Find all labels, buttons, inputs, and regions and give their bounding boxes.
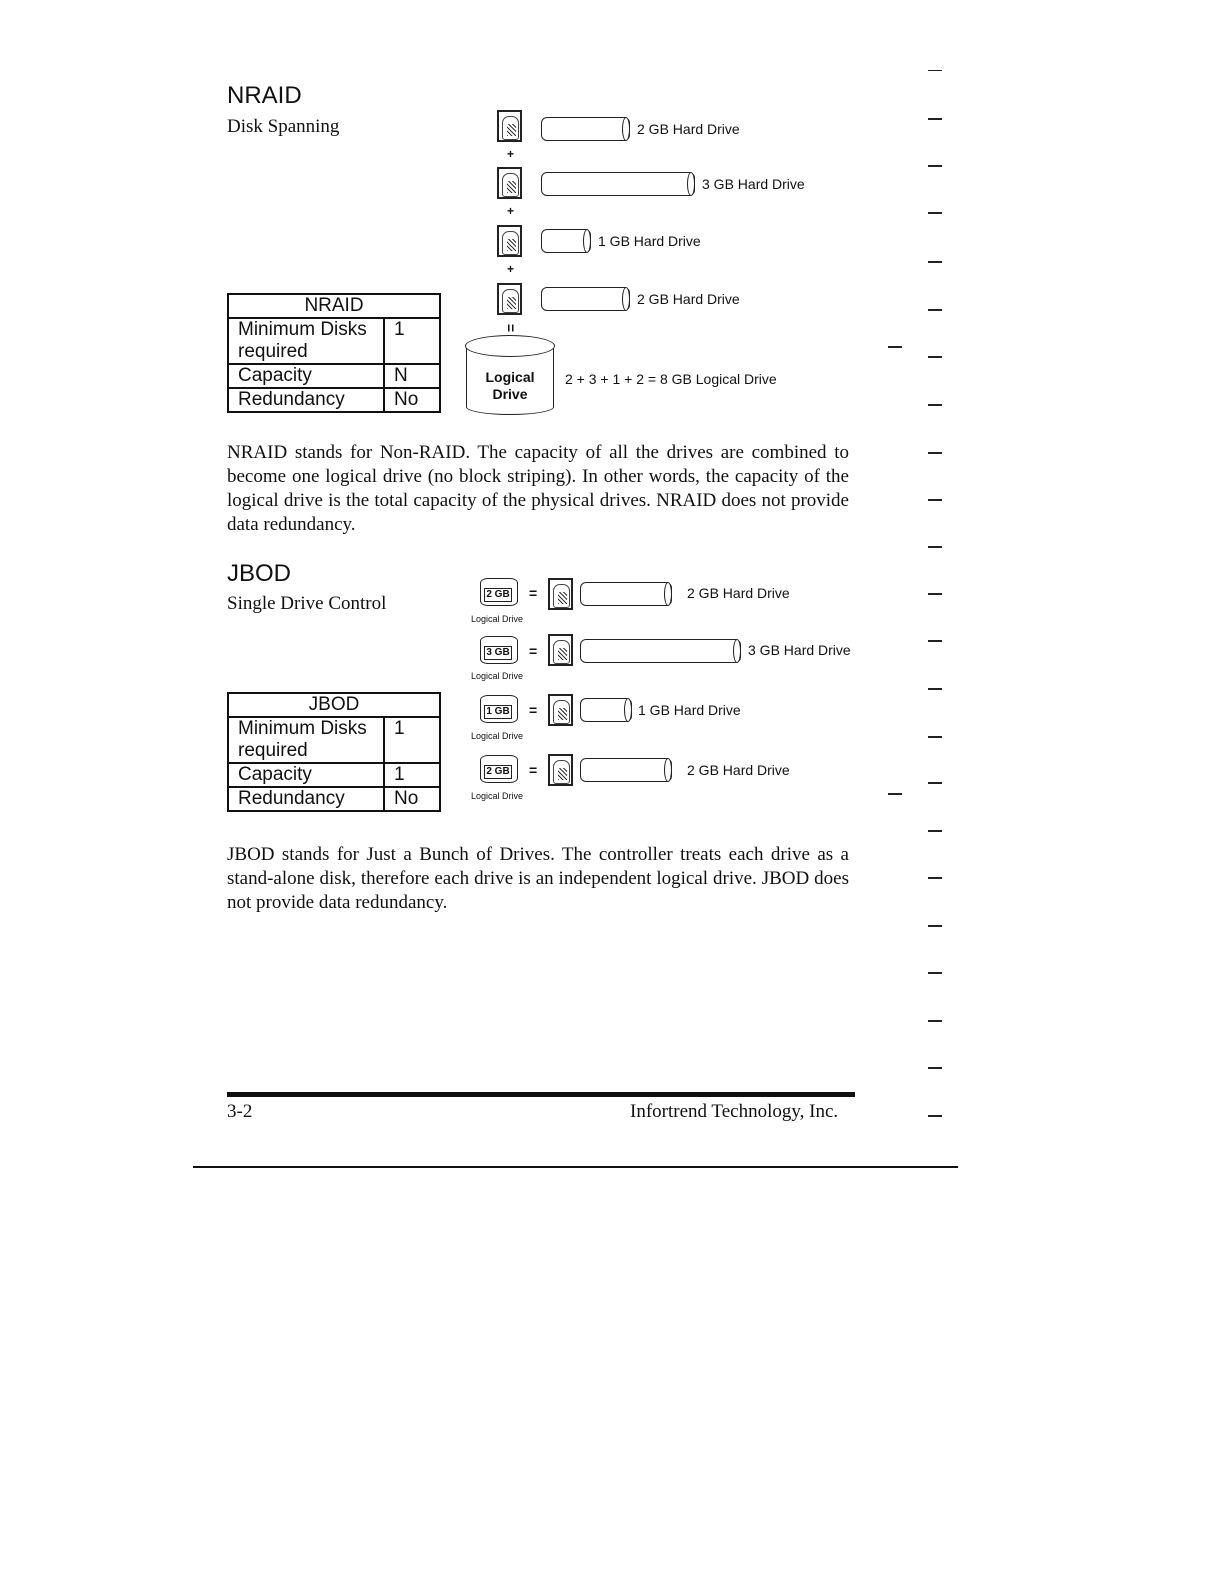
capacity-formula: 2 + 3 + 1 + 2 = 8 GB Logical Drive <box>565 371 777 387</box>
drive-bar-3gb <box>541 172 695 196</box>
jbod-paragraph: JBOD stands for Just a Bunch of Drives. The controller treats each drive as a stand-alone disk, therefore each drive is an independent logical drive. JBOD does not provide data redundancy. <box>227 844 849 913</box>
margin-mark <box>928 261 942 263</box>
drive-bar-1gb <box>580 698 632 722</box>
logical-drive-label: Logical Drive <box>485 369 535 402</box>
margin-mark <box>928 1115 942 1117</box>
logical-drive-size: 1 GB <box>484 705 512 719</box>
margin-mark <box>928 212 942 214</box>
row-name: Capacity <box>228 763 384 787</box>
nraid-paragraph: NRAID stands for Non-RAID. The capacity of all the drives are combined to become one logical drive (no block striping). In other words, the capacity of the logical drive is the total capacity of the physical drives. NRAID does not provide data redundancy. <box>227 442 849 535</box>
margin-mark <box>928 70 942 71</box>
row-value: No <box>384 787 440 811</box>
drive-label: 1 GB Hard Drive <box>638 702 741 718</box>
margin-mark <box>928 593 942 595</box>
row-value: 1 <box>384 717 440 763</box>
logical-drive-size: 2 GB <box>484 765 512 779</box>
plus-sign: + <box>507 262 515 276</box>
margin-mark <box>928 782 942 784</box>
margin-mark <box>928 972 942 974</box>
table-header: NRAID <box>228 294 440 318</box>
equals-sign: = <box>529 585 538 601</box>
margin-mark <box>928 404 942 406</box>
row-value: 1 <box>384 763 440 787</box>
margin-mark <box>928 118 942 120</box>
jbod-spec-table <box>227 692 441 812</box>
logical-drive-icon <box>480 636 518 664</box>
margin-mark <box>928 356 942 358</box>
hard-disk-icon <box>497 283 522 315</box>
table-row <box>228 364 440 388</box>
margin-mark <box>928 452 942 454</box>
row-value: No <box>384 388 440 412</box>
table-row <box>228 318 440 364</box>
footer-company: Infortrend Technology, Inc. <box>630 1101 839 1122</box>
drive-label: 3 GB Hard Drive <box>748 642 851 658</box>
margin-mark <box>928 165 942 167</box>
table-row <box>228 388 440 412</box>
page-number: 3-2 <box>227 1101 253 1122</box>
row-name: Minimum Disks required <box>228 717 384 763</box>
margin-mark <box>928 688 942 690</box>
margin-mark <box>928 1020 942 1022</box>
margin-mark <box>928 736 942 738</box>
plus-sign: + <box>507 147 515 161</box>
margin-mark <box>928 546 942 548</box>
logical-drive-icon <box>480 695 518 723</box>
nraid-heading: NRAID <box>227 82 302 109</box>
row-name: Redundancy <box>228 787 384 811</box>
logical-drive-caption: Logical Drive <box>471 614 524 624</box>
hard-disk-icon <box>548 694 573 726</box>
margin-mark <box>928 1067 942 1069</box>
hard-disk-icon <box>548 634 573 666</box>
drive-label: 2 GB Hard Drive <box>637 291 740 307</box>
margin-mark <box>928 830 942 832</box>
row-name: Redundancy <box>228 388 384 412</box>
logical-drive-icon <box>480 755 518 783</box>
drive-bar-2gb <box>541 117 630 141</box>
table-row <box>228 763 440 787</box>
drive-label: 2 GB Hard Drive <box>637 121 740 137</box>
equals-sign: = <box>529 643 538 659</box>
hard-disk-icon <box>497 110 522 142</box>
drive-bar-2gb <box>541 287 630 311</box>
margin-mark <box>888 793 902 795</box>
row-name: Minimum Disks required <box>228 318 384 364</box>
plus-sign: + <box>507 204 515 218</box>
jbod-heading: JBOD <box>227 560 292 587</box>
nraid-subtitle: Disk Spanning <box>227 116 340 137</box>
margin-mark <box>928 877 942 879</box>
table-row <box>228 717 440 763</box>
logical-drive-size: 2 GB <box>484 588 512 602</box>
margin-mark <box>928 640 942 642</box>
hard-disk-icon <box>548 754 573 786</box>
row-value: 1 <box>384 318 440 364</box>
row-value: N <box>384 364 440 388</box>
row-name: Capacity <box>228 364 384 388</box>
logical-drive-caption: Logical Drive <box>471 671 524 681</box>
table-row <box>228 787 440 811</box>
drive-label: 1 GB Hard Drive <box>598 233 701 249</box>
logical-drive-caption: Logical Drive <box>471 731 524 741</box>
drive-bar-1gb <box>541 229 591 253</box>
table-header: JBOD <box>228 693 440 717</box>
drive-label: 2 GB Hard Drive <box>687 762 790 778</box>
equals-sign: = <box>529 702 538 718</box>
margin-mark <box>928 925 942 927</box>
drive-bar-3gb <box>580 639 741 663</box>
hard-disk-icon <box>497 167 522 199</box>
jbod-subtitle: Single Drive Control <box>227 593 387 614</box>
logical-drive-icon <box>480 578 518 606</box>
drive-label: 3 GB Hard Drive <box>702 176 805 192</box>
margin-mark <box>928 499 942 501</box>
logical-drive-caption: Logical Drive <box>471 791 524 801</box>
drive-bar-2gb <box>580 758 672 782</box>
equals-sign: = <box>503 323 520 333</box>
equals-sign: = <box>529 762 538 778</box>
drive-bar-2gb <box>580 582 672 606</box>
footer-rule <box>227 1092 855 1097</box>
nraid-spec-table <box>227 293 441 413</box>
hard-disk-icon <box>548 578 573 610</box>
hard-disk-icon <box>497 225 522 257</box>
drive-label: 2 GB Hard Drive <box>687 585 790 601</box>
page-bottom-rule <box>193 1166 958 1168</box>
logical-drive-cylinder <box>466 345 554 415</box>
margin-mark <box>928 309 942 311</box>
logical-drive-size: 3 GB <box>484 646 512 660</box>
margin-mark <box>888 346 902 348</box>
